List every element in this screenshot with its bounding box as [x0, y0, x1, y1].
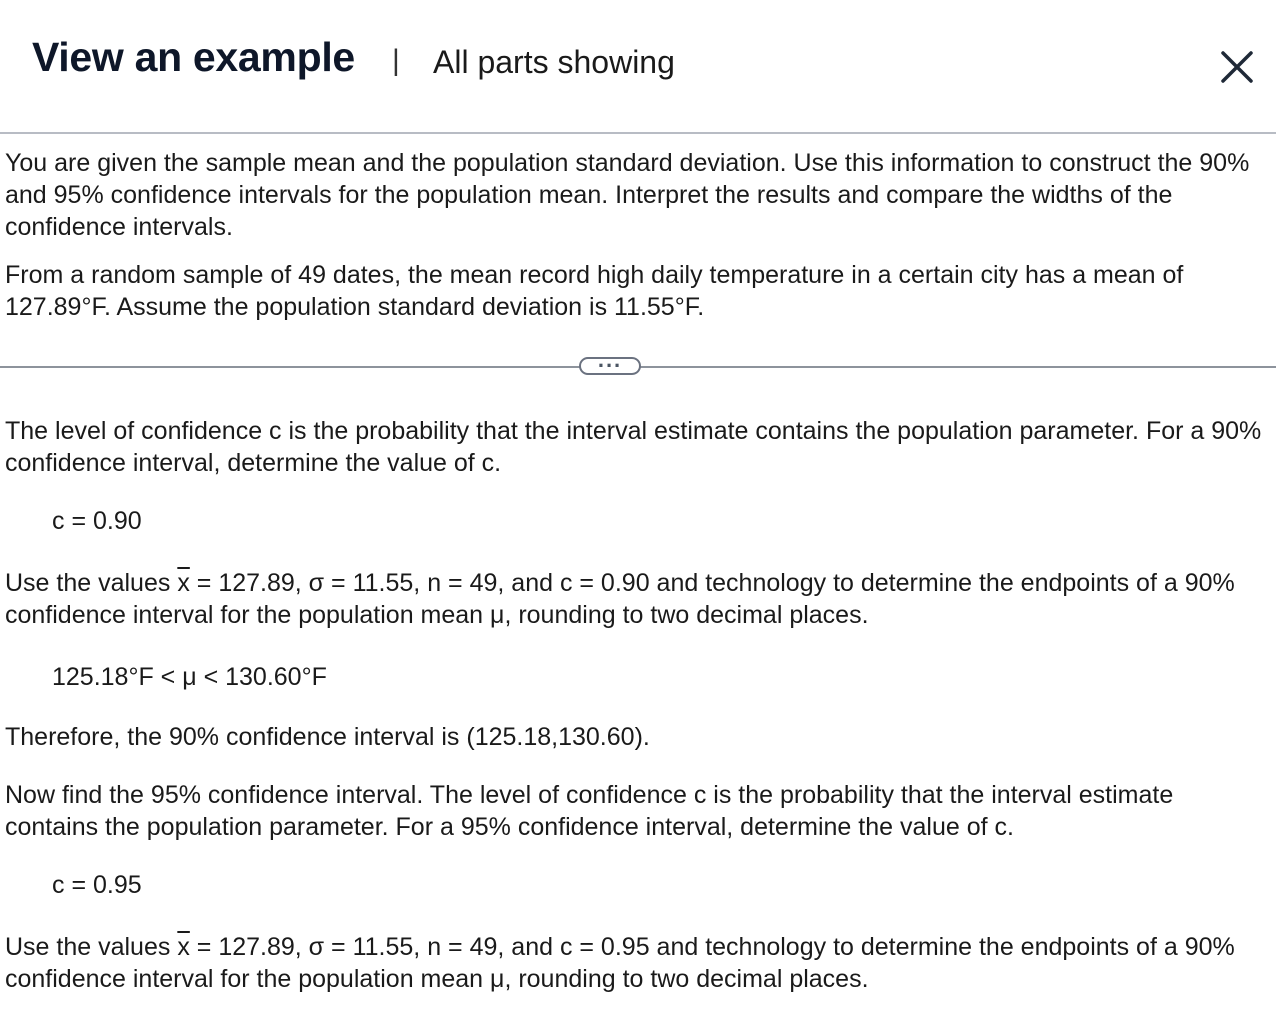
step2-text — [5, 567, 1271, 631]
close-icon — [1214, 44, 1260, 90]
step2-answer: 125.18°F < μ < 130.60°F — [52, 663, 327, 691]
step5-suffix: = 127.89, σ = 11.55, n = 49, and c = 0.95 and technology to determine the endpoints of a 90% confidence interval for the population mean μ, rounding to two decimal places. — [5, 933, 1235, 993]
step4-text: Now find the 95% confidence interval. The level of confidence c is the probability that the interval estimate contains the population parameter. For a 95% confidence interval, determine the value of c. — [5, 781, 1174, 841]
step5-prefix: Use the values — [5, 933, 178, 961]
problem-data: From a random sample of 49 dates, the mean record high daily temperature in a certain city has a mean of 127.89°F. Assume the population standard deviation is 11.55°F. — [5, 261, 1184, 321]
step2-prefix: Use the values — [5, 569, 178, 597]
show-more-button[interactable] — [579, 347, 641, 375]
close-button[interactable] — [1214, 44, 1260, 90]
xbar-symbol: $\overline{x}$ — [177, 933, 190, 961]
xbar-symbol: $\overline{x}$ — [177, 569, 190, 597]
dialog-header — [0, 0, 1276, 134]
problem-statement: You are given the sample mean and the population standard deviation. Use this information to construct the 90% and 95% confidence intervals for the population mean. Interpret the results and compare the widths of the confidence intervals. — [5, 149, 1250, 241]
ellipsis-icon: ... — [597, 347, 623, 372]
title-separator: | — [392, 44, 400, 77]
dialog-title: View an example — [32, 34, 355, 80]
parts-status: All parts showing — [433, 44, 675, 80]
step2-suffix: = 127.89, σ = 11.55, n = 49, and c = 0.90 and technology to determine the endpoints of a 90% confidence interval for the population mean μ, rounding to two decimal places. — [5, 569, 1235, 629]
step4-answer: c = 0.95 — [52, 871, 142, 899]
step1-text: The level of confidence c is the probability that the interval estimate contains the population parameter. For a 90% confidence interval, determine the value of c. — [5, 417, 1262, 477]
step3-text: Therefore, the 90% confidence interval is (125.18,130.60). — [5, 723, 650, 751]
step5-text — [5, 931, 1271, 995]
step1-answer: c = 0.90 — [52, 507, 142, 535]
